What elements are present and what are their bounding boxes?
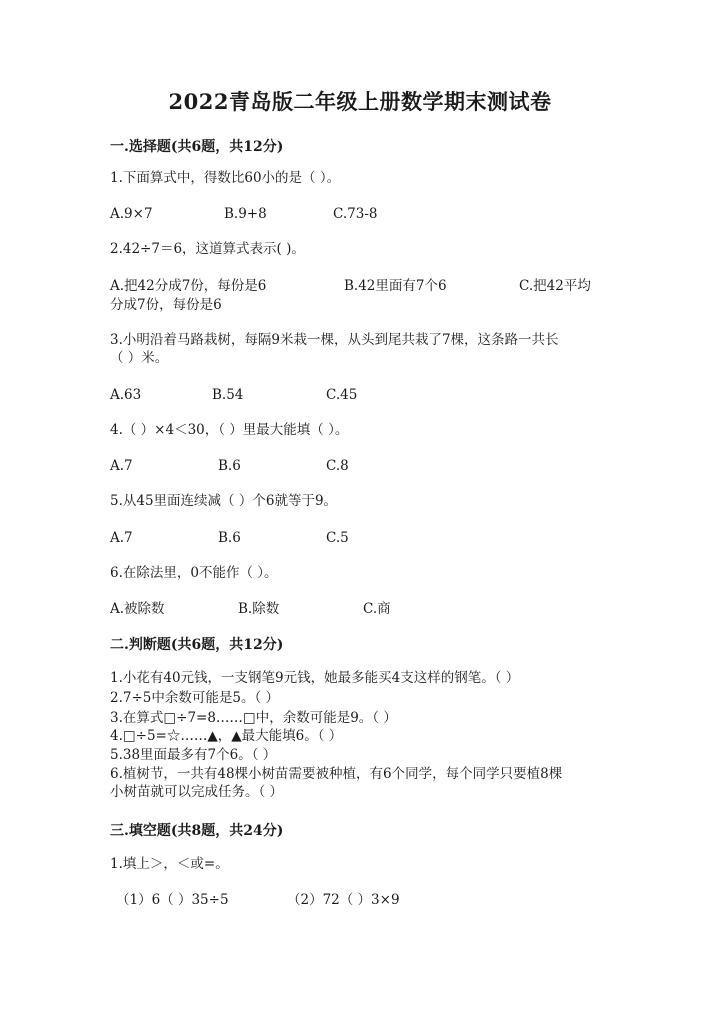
question-1-option-a: A.9×7 [110,206,153,222]
judgement-item-6-continued: 小树苗就可以完成任务。（ ） [110,784,284,800]
fill-question-1-part-2: （2）72（ ）3×9 [287,892,400,908]
question-2-option-c-continued: 分成7份，每份是6 [110,297,222,313]
question-3-option-a: A.63 [110,387,142,403]
question-1-option-c: C.73-8 [333,206,378,222]
question-6-text: 6.在除法里，0不能作（ ）。 [110,565,278,581]
question-4-option-a: A.7 [110,458,133,474]
judgement-item-2: 2.7÷5中余数可能是5。（ ） [110,690,280,706]
page-title: 2022青岛版二年级上册数学期末测试卷 [168,89,552,114]
question-3-option-c: C.45 [326,387,358,403]
question-2-text: 2.42÷7＝6，这道算式表示( )。 [110,241,305,257]
question-2-option-a: A.把42分成7份，每份是6 [110,278,267,294]
question-1-text: 1.下面算式中，得数比60小的是（ ）。 [110,170,341,186]
fill-question-1-part-1: （1）6（ ）35÷5 [116,892,229,908]
question-4-text: 4.（ ）×4＜30，（ ）里最大能填（ ）。 [110,422,349,438]
question-5-option-a: A.7 [110,530,133,546]
question-5-option-b: B.6 [218,530,241,546]
question-4-option-c: C.8 [326,458,349,474]
judgement-item-5: 5.38里面最多有7个6。（ ） [110,747,277,763]
question-6-option-b: B.除数 [238,601,280,617]
question-3-text: 3.小明沿着马路栽树，每隔9米栽一棵，从头到尾共栽了7棵，这条路一共长 [110,332,559,348]
question-3-text-continued: （ ）米。 [110,350,169,366]
fill-question-1-text: 1.填上＞，＜或=。 [110,856,229,872]
question-4-option-b: B.6 [218,458,241,474]
question-6-option-a: A.被除数 [110,601,165,617]
section-heading-fill-in: 三.填空题(共8题，共24分) [110,823,284,839]
question-3-option-b: B.54 [212,387,244,403]
judgement-item-1: 1.小花有40元钱，一支钢笔9元钱，她最多能买4支这样的钢笔。（ ） [110,670,520,686]
question-2-option-b: B.42里面有7个6 [344,278,447,294]
question-5-option-c: C.5 [326,530,349,546]
question-2-option-c: C.把42平均 [519,278,591,294]
question-1-option-b: B.9+8 [224,206,267,222]
section-heading-judgement: 二.判断题(共6题，共12分) [110,637,284,653]
question-6-option-c: C.商 [363,601,391,617]
judgement-item-4: 4.□÷5=☆……▲，▲最大能填6。（ ） [110,728,343,744]
question-5-text: 5.从45里面连续减（ ）个6就等于9。 [110,493,338,509]
judgement-item-6: 6.植树节，一共有48棵小树苗需要被种植，有6个同学，每个同学只要植8棵 [110,766,563,782]
judgement-item-3: 3.在算式□÷7=8……□中，余数可能是9。（ ） [110,710,397,726]
section-heading-choice: 一.选择题(共6题，共12分) [110,139,284,155]
